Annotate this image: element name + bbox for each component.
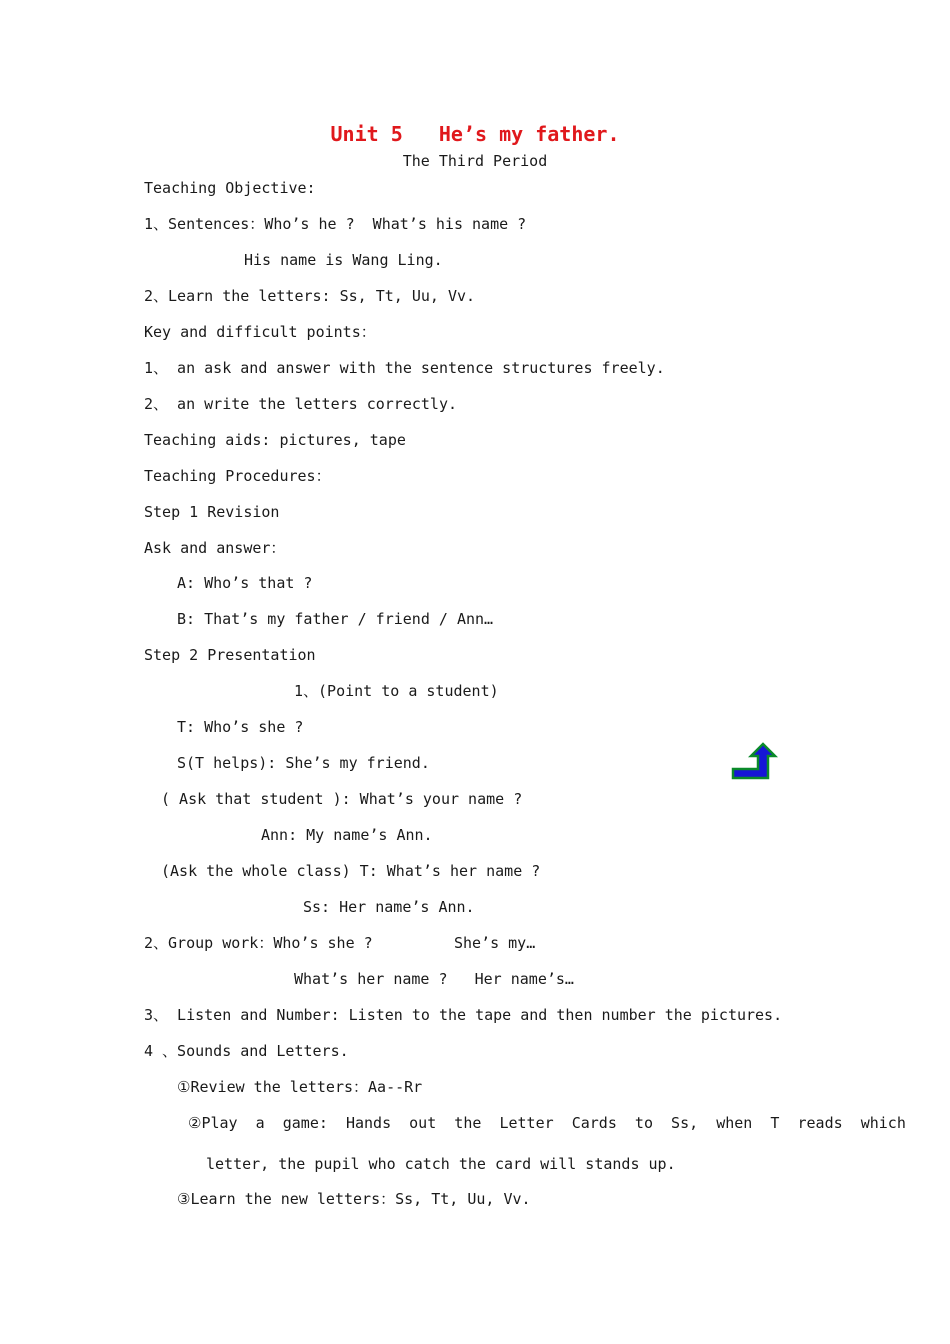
- teaching-aids: Teaching aids: pictures, tape: [144, 431, 406, 449]
- ask-and-answer-heading: Ask and answer：: [144, 539, 286, 557]
- student-answer: S(T helps): She’s my friend.: [177, 754, 430, 772]
- ask-student-line: ( Ask that student ): What’s your name ?: [161, 790, 523, 808]
- key-point-2: 2、 an write the letters correctly.: [144, 395, 458, 413]
- class-answer: Ss: Her name’s Ann.: [303, 898, 475, 916]
- dialogue-line-b: B: That’s my father / friend / Ann…: [177, 610, 494, 628]
- objective-line-1: 1、Sentences：Who’s he ? What’s his name ?: [144, 215, 527, 233]
- dialogue-line-a: A: Who’s that ?: [177, 574, 313, 592]
- document-subtitle: The Third Period: [402, 152, 548, 170]
- teacher-question: T: Who’s she ?: [177, 718, 304, 736]
- listen-and-number: 3、 Listen and Number: Listen to the tape and then number the pictures.: [144, 1006, 783, 1024]
- objective-line-2: 2、Learn the letters: Ss, Tt, Uu, Vv.: [144, 287, 476, 305]
- play-game-line-1: ②Play a game: Hands out the Letter Cards to Ss, when T reads which: [188, 1114, 906, 1132]
- play-game-line-2: letter, the pupil who catch the card will stands up.: [206, 1155, 676, 1173]
- ann-answer: Ann: My name’s Ann.: [261, 826, 433, 844]
- step-2-heading: Step 2 Presentation: [144, 646, 316, 664]
- teaching-objective-heading: Teaching Objective:: [144, 179, 316, 197]
- document-title: Unit 5 He’s my father.: [330, 122, 620, 146]
- review-letters: ①Review the letters：Aa--Rr: [177, 1078, 423, 1096]
- procedures-heading: Teaching Procedures：: [144, 467, 331, 485]
- key-point-1: 1、 an ask and answer with the sentence structures freely.: [144, 359, 665, 377]
- key-points-heading: Key and difficult points：: [144, 323, 376, 341]
- return-up-arrow-icon: [730, 742, 778, 782]
- group-work-line-1: 2、Group work：Who’s she ? She’s my…: [144, 934, 536, 952]
- group-work-line-2: What’s her name ? Her name’s…: [294, 970, 574, 988]
- ask-class-line: (Ask the whole class) T: What’s her name ?: [161, 862, 541, 880]
- presentation-item-1: 1、(Point to a student): [294, 682, 499, 700]
- learn-new-letters: ③Learn the new letters：Ss, Tt, Uu, Vv.: [177, 1190, 531, 1208]
- objective-line-1-example: His name is Wang Ling.: [244, 251, 443, 269]
- sounds-and-letters: 4 、Sounds and Letters.: [144, 1042, 349, 1060]
- step-1-heading: Step 1 Revision: [144, 503, 280, 521]
